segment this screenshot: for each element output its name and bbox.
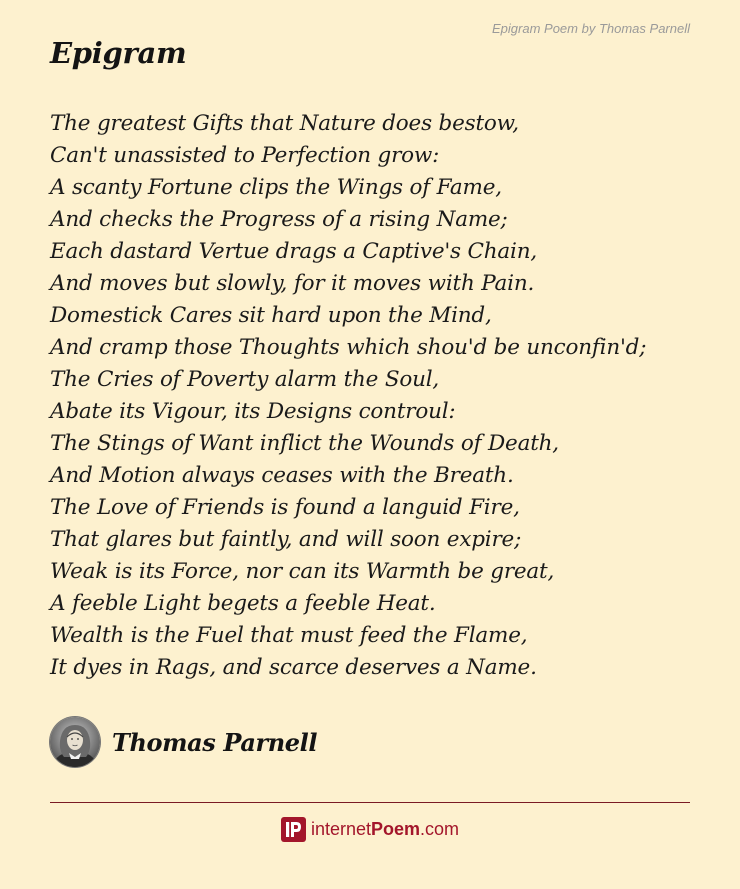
internetpoem-logo-icon: [281, 817, 306, 842]
poem-line: Abate its Vigour, its Designs controul:: [50, 399, 456, 424]
poem-line: The Stings of Want inflict the Wounds of Death,: [50, 431, 559, 456]
poem-title: Epigram: [50, 36, 187, 70]
poem-line: A feeble Light begets a feeble Heat.: [50, 591, 436, 616]
portrait-icon: [50, 717, 100, 767]
poem-line: That glares but faintly, and will soon expire;: [50, 527, 522, 552]
brand-part-internet: internet: [310, 818, 371, 839]
poem-line: Can't unassisted to Perfection grow:: [50, 143, 440, 168]
poem-line: It dyes in Rags, and scarce deserves a Name.: [50, 655, 537, 680]
poem-line: Domestick Cares sit hard upon the Mind,: [50, 303, 492, 328]
brand-link[interactable]: [0, 815, 740, 843]
poem-line: A scanty Fortune clips the Wings of Fame,: [50, 175, 502, 200]
author-block[interactable]: [50, 716, 317, 768]
poem-line: And Motion always ceases with the Breath.: [50, 463, 514, 488]
author-portrait-avatar[interactable]: [50, 717, 100, 767]
poem-body: [50, 108, 700, 684]
author-name-link[interactable]: Thomas Parnell: [112, 727, 318, 757]
poem-line: Wealth is the Fuel that must feed the Flame,: [50, 623, 528, 648]
footer-divider: [50, 802, 690, 803]
brand-part-poem: Poem: [371, 818, 421, 839]
brand-part-domain: .com: [420, 818, 460, 839]
poem-line: And cramp those Thoughts which shou'd be unconfin'd;: [50, 335, 647, 360]
poem-line: And moves but slowly, for it moves with Pain.: [50, 271, 535, 296]
poem-line: And checks the Progress of a rising Name;: [50, 207, 508, 232]
poem-line: Weak is its Force, nor can its Warmth be great,: [50, 559, 555, 584]
poem-caption: Epigram Poem by Thomas Parnell: [492, 21, 690, 36]
poem-line: The Love of Friends is found a languid Fire,: [50, 495, 520, 520]
brand-name: [311, 819, 459, 840]
poem-line: The Cries of Poverty alarm the Soul,: [50, 367, 440, 392]
poem-line: The greatest Gifts that Nature does bestow,: [50, 111, 519, 136]
poem-line: Each dastard Vertue drags a Captive's Chain,: [50, 239, 537, 264]
